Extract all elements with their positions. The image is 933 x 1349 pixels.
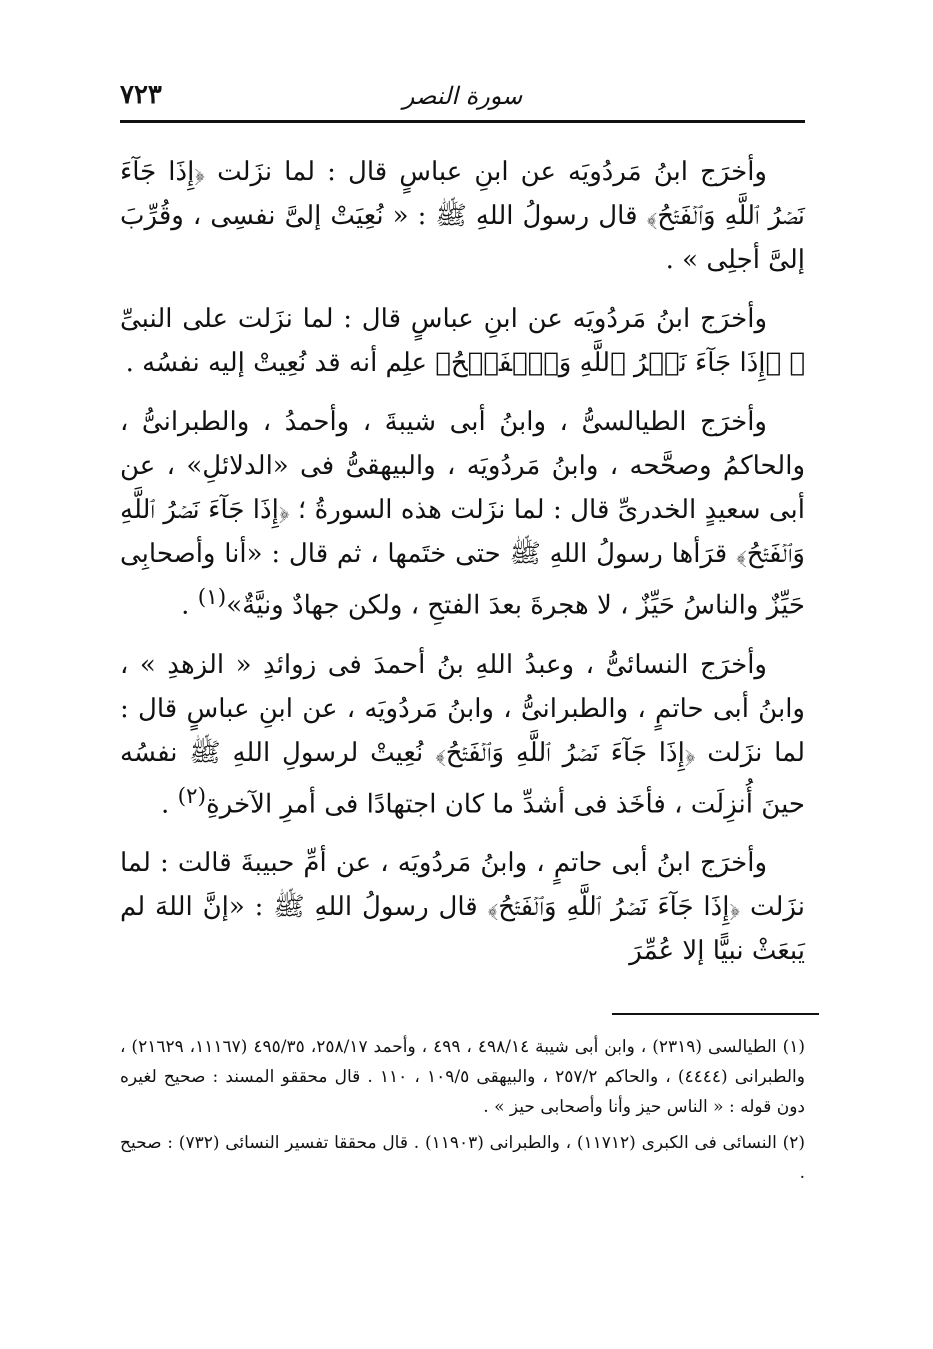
main-text (120, 150, 805, 988)
paragraph-text: وأخرَج الطيالسىُّ ، وابنُ أبى شيبةَ ، وأحمدُ ، والطبرانىُّ ، والحاكمُ وصحَّحه ، وابنُ مَردُويَه ، والبيهقىُّ فى «الدلائلِ» ، عن أبى سعيدٍ الخدرىِّ قال : لما نزَلت هذه السورةُ ؛ ﴿إِذَا جَآءَ نَصۡرُ ٱللَّهِ وَٱلۡفَتۡحُ﴾ قرَأها رسولُ اللهِ ﷺ حتى ختَمها ، ثم قال : «أنا وأصحابِى حَيِّزٌ والناسُ حَيِّزٌ ، لا هجرةَ بعدَ الفتحِ ، ولكن جهادٌ ونيَّةٌ» (120, 407, 806, 621)
paragraph-end: . (161, 789, 178, 820)
paragraph: وأخرَج ابنُ أبى حاتمٍ ، وابنُ مَردُويَه ، عن أمِّ حبيبةَ قالت : لما نزَلت ﴿إِذَا جَآءَ نَصۡرُ ٱللَّهِ وَٱلۡفَتۡحُ﴾ قال رسولُ اللهِ ﷺ : «إنَّ اللهَ لم يَبعَثْ نبيًّا إلا عُمِّرَ (120, 848, 805, 967)
page-number: ٧٢٣ (120, 80, 162, 110)
paragraph-text: وأخرَج النسائىُّ ، وعبدُ اللهِ بنُ أحمدَ فى زوائدِ « الزهدِ » ، وابنُ أبى حاتمٍ ، والطبرانىُّ ، وابنُ مَردُويَه ، عن ابنِ عباسٍ قال : لما نزَلت ﴿إِذَا جَآءَ نَصۡرُ ٱللَّهِ وَٱلۡفَتۡحُ﴾ نُعِيتْ لرسولِ اللهِ ﷺ نفسُه حينَ أُنزِلَت ، فأخَذ فى أشدِّ ما كان اجتهادًا فى أمرِ الآخرةِ (120, 649, 805, 820)
footnote: (٢) النسائى فى الكبرى (١١٧١٢) ، والطبرانى (١١٩٠٣) . قال محققا تفسير النسائى (٧٣٢) : صحيح . (120, 1133, 806, 1183)
paragraph (120, 400, 805, 628)
paragraph-end: . (181, 590, 198, 621)
paragraph: وأخرَج ابنُ مَردُويَه عن ابنِ عباسٍ قال : لما نزَلت على النبىِّ ﷺ ﴿إِذَا جَآءَ نَصۡرُ ٱللَّهِ وَٱلۡفَتۡحُ﴾ علِم أنه قد نُعِيتْ إليه نفسُه . (120, 304, 805, 378)
surah-title: سورة النصر (402, 82, 523, 110)
paragraph: وأخرَج ابنُ مَردُويَه عن ابنِ عباسٍ قال : لما نزَلت ﴿إِذَا جَآءَ نَصۡرُ ٱللَّهِ وَٱلۡفَتۡحُ﴾ قال رسولُ اللهِ ﷺ : « نُعِيَتْ إلىَّ نفسِى ، وقُرِّبَ إلىَّ أجلِى » . (120, 157, 805, 275)
footnote-divider (612, 1013, 819, 1015)
footnote-reference: (١) (197, 585, 227, 610)
paragraph (120, 643, 805, 827)
footnote: (١) الطيالسى (٢٣١٩) ، وابن أبى شيبة ٤٩٨/١٤ ، ٤٩٩ ، وأحمد ٢٥٨/١٧، ٤٩٥/٣٥ (١١١٦٧، ٢١٦٢٩) ، والطبرانى (٤٤٤٤) ، والحاكم ٢٥٧/٢ ، والبيهقى ١٠٩/٥ ، ١١٠ . قال محققو المسند : صحيح لغيره دون قوله : « الناس حيز وأنا وأصحابى حيز » . (120, 1037, 805, 1117)
footnotes (120, 1032, 805, 1194)
footnote-reference: (٢) (177, 783, 207, 809)
page-header (120, 74, 805, 123)
